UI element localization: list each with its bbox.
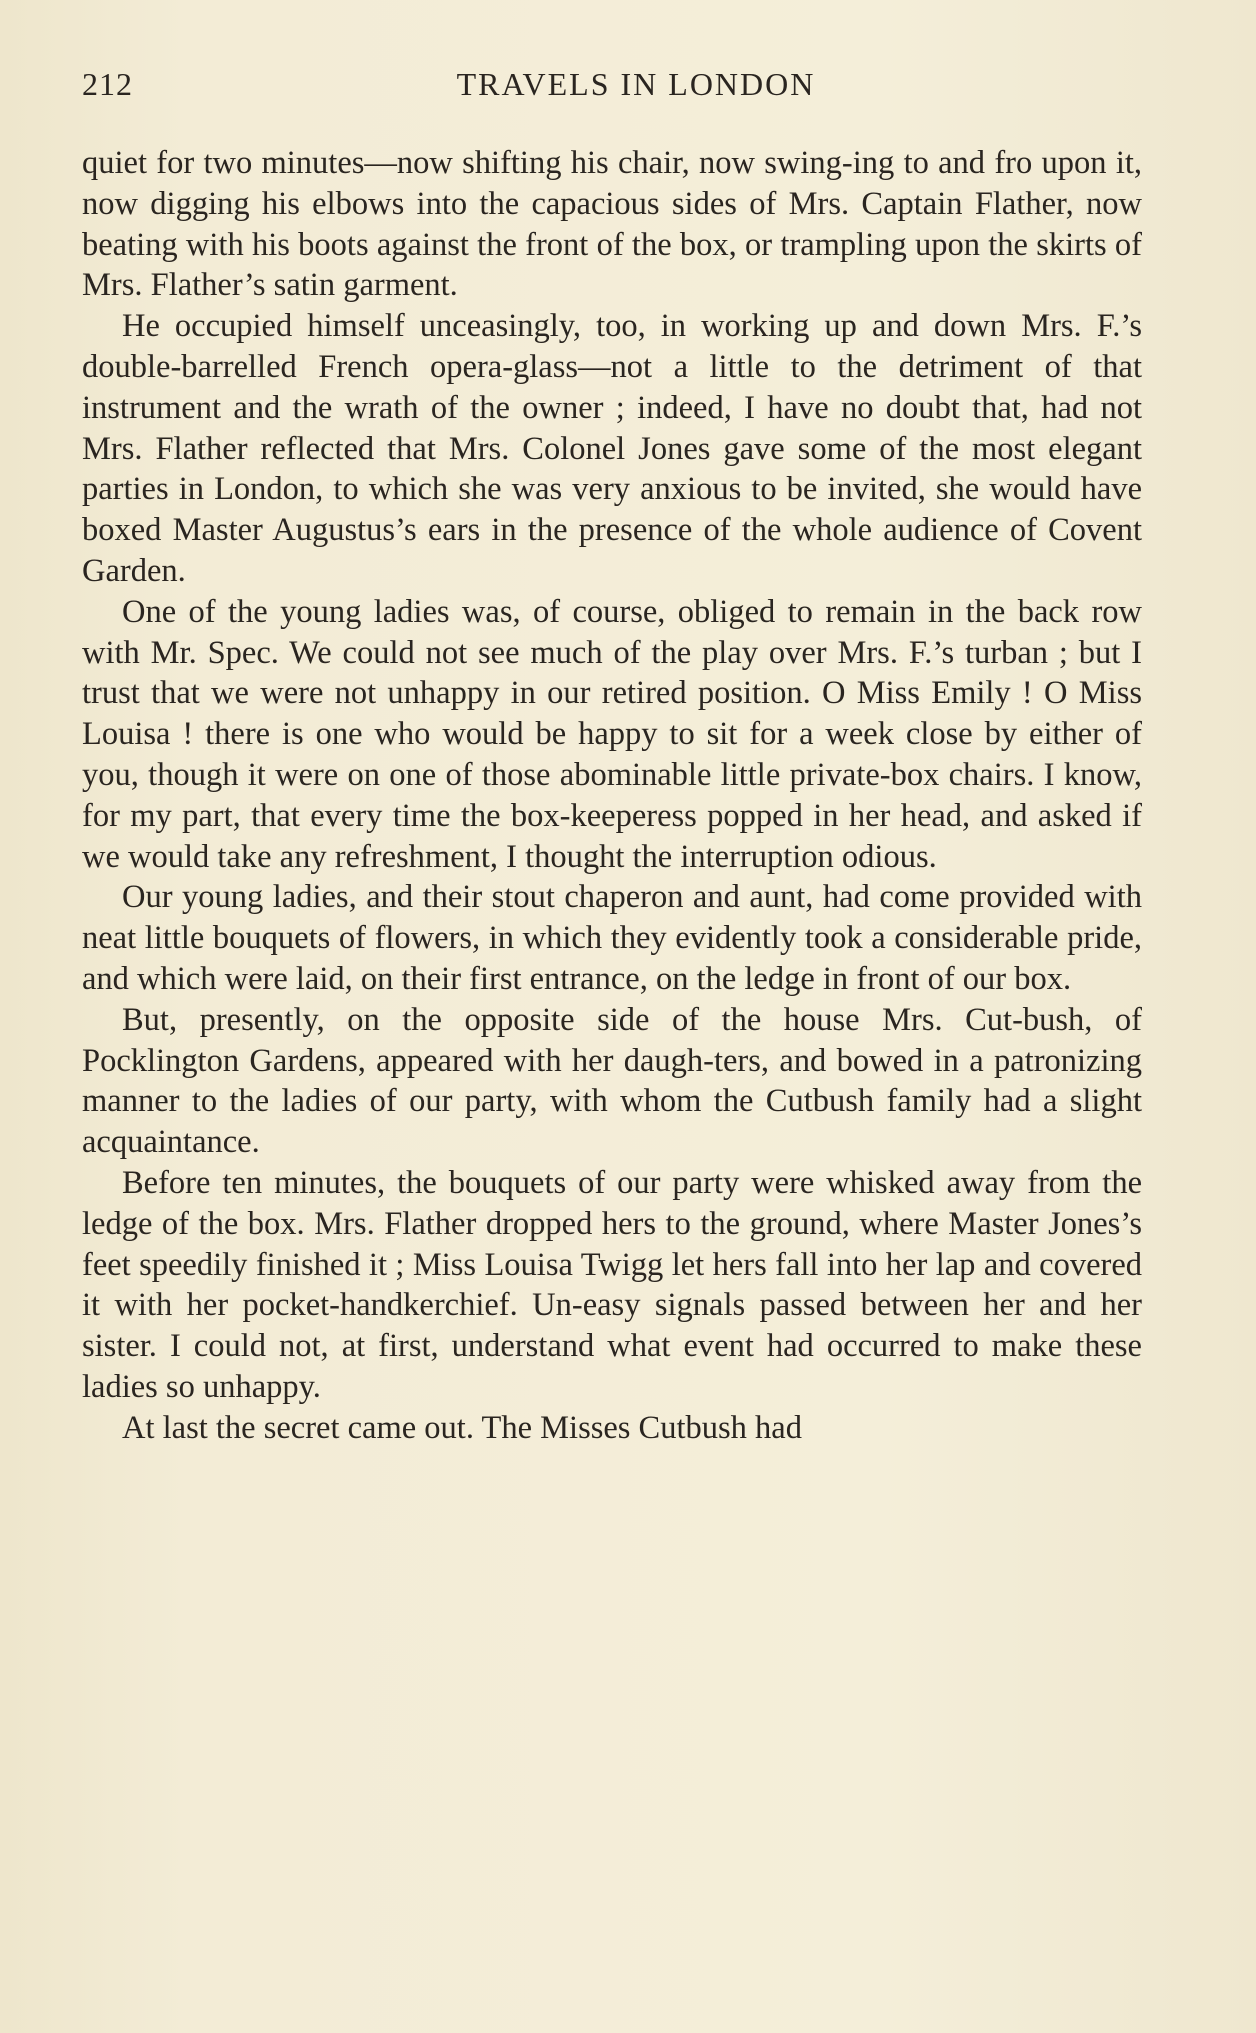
paragraph: He occupied himself unceasingly, too, in working up and down Mrs. F.’s double-barrelled French opera-glass—not a little to the detriment of that instrument and the wrath of the owner ; indeed, I have no doubt that, had not Mrs. Flather reflected that Mrs. Colonel Jones gave some of the most elegant parties in London, to which she was very anxious to be invited, she would have boxed Master Augustus’s ears in the presence of the whole audience of Covent Garden. bbox=[82, 308, 1142, 589]
running-title: TRAVELS IN LONDON bbox=[456, 66, 816, 102]
paragraph: Before ten minutes, the bouquets of our party were whisked away from the ledge of the box. Mrs. Flather dropped hers to the ground, where Master Jones’s feet speedily finished it ; Miss Louisa Twigg let hers fall into her lap and covered it with her pocket-handkerchief. Un-easy signals passed between her and her sister. I could not, at first, understand what event had occurred to make these ladies so unhappy. bbox=[82, 1164, 1142, 1405]
paragraph: At last the secret came out. The Misses Cutbush had bbox=[122, 1409, 802, 1446]
paragraph: One of the young ladies was, of course, obliged to remain in the back row with Mr. Spec. We could not see much of the play over Mrs. F.’s turban ; but I trust that we were not unhappy in our retired position. O Miss Emily ! O Miss Louisa ! there is one who would be happy to sit for a week close by either of you, though it were on one of those abominable little private-box chairs. I know, for my part, that every time the box-keeperess popped in her head, and asked if we would take any refreshment, I thought the interruption odious. bbox=[82, 593, 1142, 875]
paragraph: But, presently, on the opposite side of the house Mrs. Cut-bush, of Pocklington Gardens, appeared with her daugh-ters, and bowed in a patronizing manner to the ladies of our party, with whom the Cutbush family had a slight acquaintance. bbox=[82, 1001, 1142, 1161]
running-head bbox=[82, 66, 1142, 112]
page-number: 212 bbox=[82, 66, 133, 102]
body-text bbox=[82, 143, 1142, 1449]
paragraph: quiet for two minutes—now shifting his chair, now swing-ing to and fro upon it, now digging his elbows into the capacious sides of Mrs. Captain Flather, now beating with his boots against the front of the box, or trampling upon the skirts of Mrs. Flather’s satin garment. bbox=[82, 145, 1142, 304]
paragraph: Our young ladies, and their stout chaperon and aunt, had come provided with neat little bouquets of flowers, in which they evidently took a considerable pride, and which were laid, on their first entrance, on the ledge in front of our box. bbox=[82, 879, 1142, 997]
